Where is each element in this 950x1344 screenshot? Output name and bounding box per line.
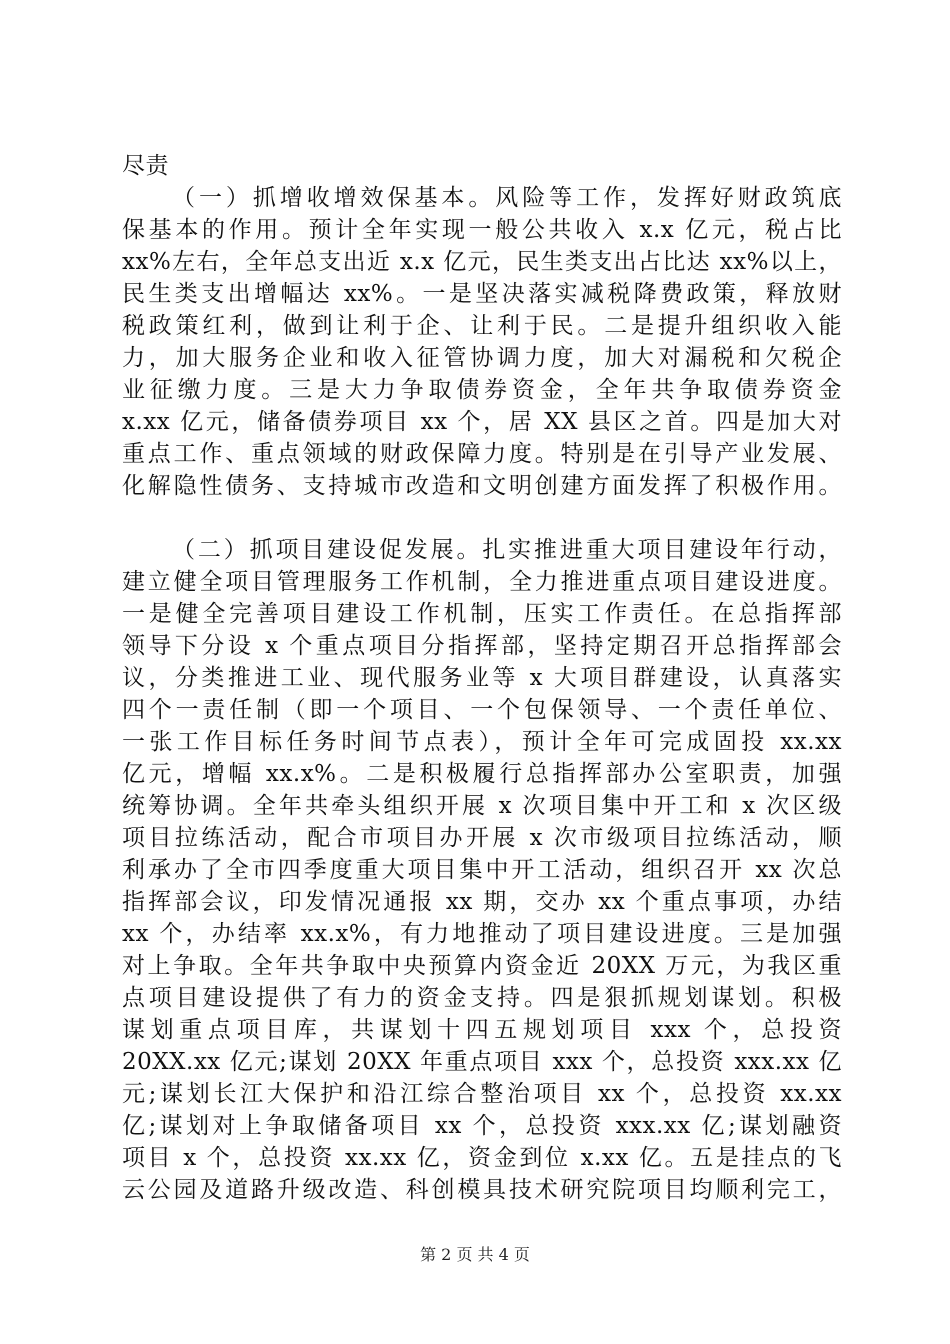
paragraph-1-line: 重点工作、重点领域的财政保障力度。特别是在引导产业发展、 <box>122 441 842 467</box>
paragraph-1 <box>122 182 842 502</box>
paragraph-2 <box>122 534 842 1206</box>
paragraph-1-line: （一）抓增收增效保基本。风险等工作，发挥好财政筑底 <box>172 185 842 211</box>
paragraph-2-line: 云公园及道路升级改造、科创模具技术研究院项目均顺利完工， <box>122 1177 842 1203</box>
paragraph-2-line: 议，分类推进工业、现代服务业等 x 大项目群建设，认真落实 <box>122 665 842 691</box>
paragraph-2-line: 对上争取。全年共争取中央预算内资金近 20XX 万元，为我区重 <box>122 953 842 979</box>
paragraph-1-line: 税政策红利，做到让利于企、让利于民。二是提升组织收入能 <box>122 313 842 339</box>
paragraph-2-line: 指挥部会议，印发情况通报 xx 期，交办 xx 个重点事项，办结 <box>122 889 842 915</box>
paragraph-1-line: 力，加大服务企业和收入征管协调力度，加大对漏税和欠税企 <box>122 345 842 371</box>
paragraph-2-line: 点项目建设提供了有力的资金支持。四是狠抓规划谋划。积极 <box>122 985 842 1011</box>
paragraph-2-line: （二）抓项目建设促发展。扎实推进重大项目建设年行动， <box>172 537 842 563</box>
document-body <box>122 150 842 1206</box>
paragraph-1-line: x.xx 亿元，储备债券项目 xx 个，居 XX 县区之首。四是加大对 <box>122 409 842 435</box>
carry-over-line: 尽责 <box>122 153 169 179</box>
paragraph-2-line: 一是健全完善项目建设工作机制，压实工作责任。在总指挥部 <box>122 601 842 627</box>
paragraph-2-line: 利承办了全市四季度重大项目集中开工活动，组织召开 xx 次总 <box>122 857 842 883</box>
paragraph-spacer <box>122 502 842 534</box>
paragraph-2-line: 元;谋划长江大保护和沿江综合整治项目 xx 个，总投资 xx.xx <box>122 1081 842 1107</box>
paragraph-1-line: 化解隐性债务、支持城市改造和文明创建方面发挥了积极作用。 <box>122 473 842 499</box>
paragraph-1-line: 保基本的作用。预计全年实现一般公共收入 x.x 亿元，税占比 <box>122 217 842 243</box>
paragraph-2-line: 建立健全项目管理服务工作机制，全力推进重点项目建设进度。 <box>122 569 842 595</box>
paragraph-1-line: 业征缴力度。三是大力争取债券资金，全年共争取债券资金 <box>122 377 842 403</box>
paragraph-2-line: 项目 x 个，总投资 xx.xx 亿，资金到位 x.xx 亿。五是挂点的飞 <box>122 1145 842 1171</box>
paragraph-2-line: 统筹协调。全年共牵头组织开展 x 次项目集中开工和 x 次区级 <box>122 793 842 819</box>
paragraph-2-line: 领导下分设 x 个重点项目分指挥部，坚持定期召开总指挥部会 <box>122 633 842 659</box>
paragraph-2-line: 项目拉练活动，配合市项目办开展 x 次市级项目拉练活动，顺 <box>122 825 842 851</box>
paragraph-1-line: xx%左右，全年总支出近 x.x 亿元，民生类支出占比达 xx%以上， <box>122 249 842 275</box>
paragraph-2-line: 一张工作目标任务时间节点表），预计全年可完成固投 xx.xx <box>122 729 842 755</box>
paragraph-1-line: 民生类支出增幅达 xx%。一是坚决落实减税降费政策，释放财 <box>122 281 842 307</box>
paragraph-2-line: 谋划重点项目库，共谋划十四五规划项目 xxx 个，总投资 <box>122 1017 842 1043</box>
paragraph-2-line: xx 个，办结率 xx.x%，有力地推动了项目建设进度。三是加强 <box>122 921 842 947</box>
paragraph-2-line: 四个一责任制（即一个项目、一个包保领导、一个责任单位、 <box>122 697 842 723</box>
paragraph-2-line: 亿元，增幅 xx.x%。二是积极履行总指挥部办公室职责，加强 <box>122 761 842 787</box>
paragraph-2-line: 亿;谋划对上争取储备项目 xx 个，总投资 xxx.xx 亿;谋划融资 <box>122 1113 842 1139</box>
page-footer: 第 2 页 共 4 页 <box>420 1245 530 1264</box>
paragraph-2-line: 20XX.xx 亿元;谋划 20XX 年重点项目 xxx 个，总投资 xxx.xx 亿 <box>122 1049 842 1075</box>
